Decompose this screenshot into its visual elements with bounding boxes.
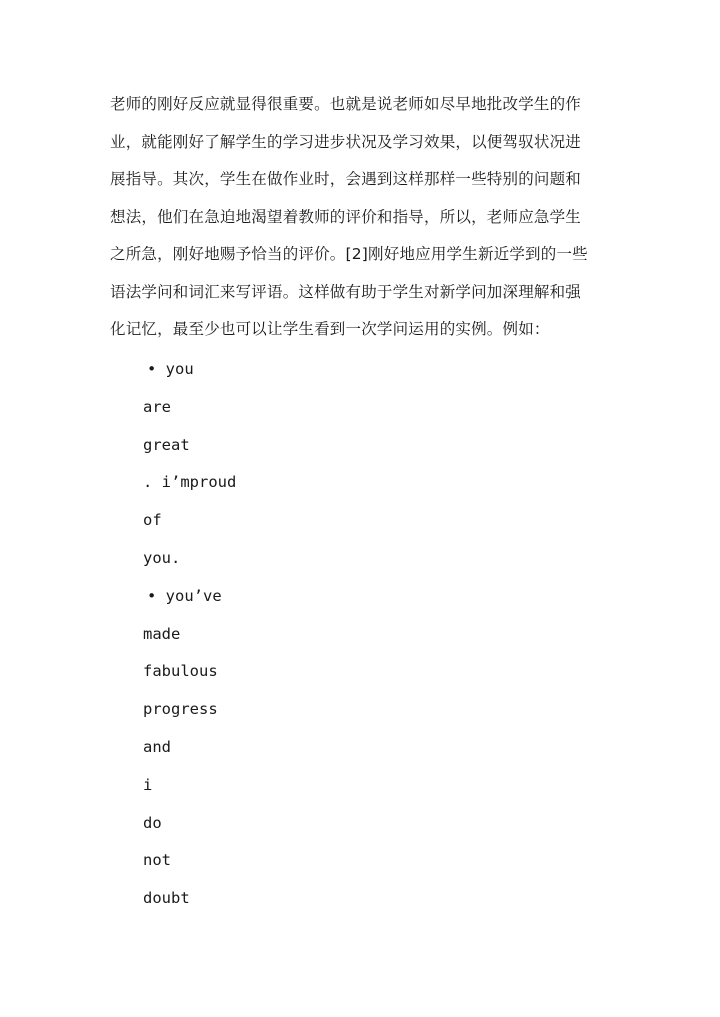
example-word: you.: [143, 548, 181, 567]
paragraph-line: 语法学问和词汇来写评语。这样做有助于学生对新学问加深理解和强: [110, 282, 582, 301]
example-word: fabulous: [143, 662, 218, 681]
paragraph-line: 业，就能刚好了解学生的学习进步状况及学习效果，以便驾驭状况进: [110, 132, 582, 151]
example-word: • you: [147, 360, 194, 378]
paragraph-line: 之所急，刚好地赐予恰当的评价。[2]刚好地应用学生新近学到的一些: [110, 245, 588, 263]
example-word: of: [143, 511, 162, 530]
example-word: not: [143, 851, 171, 870]
paragraph-line: 化记忆，最至少也可以让学生看到一次学问运用的实例。例如：: [110, 320, 550, 338]
paragraph-line: 想法，他们在急迫地渴望着教师的评价和指导，所以，老师应急学生: [110, 207, 582, 226]
example-word: • you’ve: [147, 586, 222, 605]
example-word: doubt: [143, 889, 190, 908]
example-word: made: [143, 624, 181, 643]
example-word: do: [143, 813, 162, 832]
example-word: and: [143, 737, 171, 756]
example-word: i: [143, 775, 153, 794]
example-word: are: [143, 397, 171, 416]
example-word-list: [143, 356, 236, 923]
body-paragraph: [110, 91, 620, 354]
paragraph-line: 展指导。其次，学生在做作业时，会遇到这样那样一些特别的问题和: [110, 170, 582, 188]
example-word: progress: [143, 700, 218, 719]
example-word: . i’mproud: [143, 473, 237, 492]
example-word: great: [143, 435, 190, 454]
paragraph-line: 老师的刚好反应就显得很重要。也就是说老师如尽早地批改学生的作: [110, 95, 582, 113]
